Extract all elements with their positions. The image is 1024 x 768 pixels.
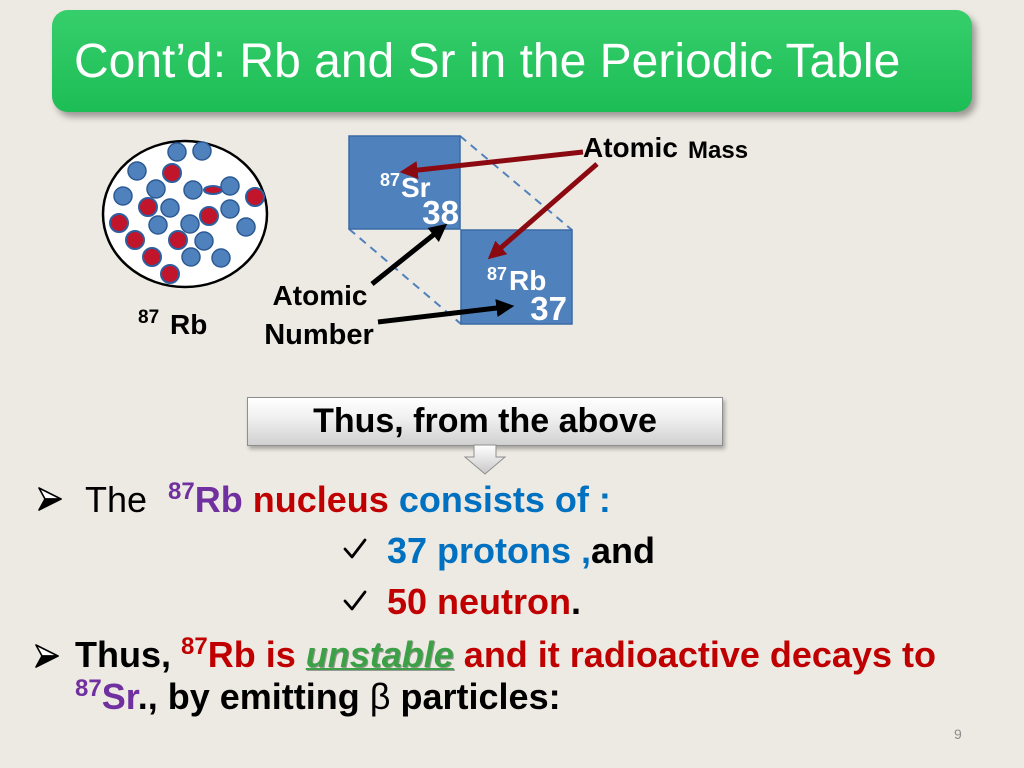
proton-ball bbox=[163, 164, 181, 182]
bullet-nucleus-composition bbox=[85, 479, 611, 526]
atomic-number-label-line2: Number bbox=[264, 319, 374, 351]
arrowhead-bullet-icon bbox=[35, 644, 59, 668]
neutron-ball bbox=[193, 142, 211, 160]
proton-ball bbox=[126, 231, 144, 249]
slide-title: Cont’d: Rb and Sr in the Periodic Table bbox=[74, 35, 901, 88]
sr-cell bbox=[349, 136, 460, 231]
proton-ball bbox=[143, 248, 161, 266]
rb-is-text: Rb is bbox=[207, 634, 296, 675]
thus-word: Thus, bbox=[75, 634, 171, 675]
check-icon bbox=[343, 589, 367, 613]
neutron-ball bbox=[195, 232, 213, 250]
neutron-ball bbox=[128, 162, 146, 180]
proton-ball bbox=[200, 207, 218, 225]
decay-description-text: and it radioactive decays to bbox=[463, 634, 936, 675]
summary-callout bbox=[247, 397, 723, 446]
sub-bullet-neutrons bbox=[387, 581, 581, 623]
summary-callout-text: Thus, from the above bbox=[313, 402, 657, 440]
atomic-mass-label bbox=[583, 132, 748, 164]
bullet-decay bbox=[75, 634, 936, 681]
sr-mass-number-superscript: 87 bbox=[75, 675, 102, 702]
sr-atomic-number: 38 bbox=[422, 194, 459, 231]
proton-ball bbox=[246, 188, 264, 206]
neutron-ball bbox=[221, 200, 239, 218]
neutron-ball bbox=[114, 187, 132, 205]
unstable-word: unstable bbox=[305, 634, 454, 675]
sr-symbol-text: Sr bbox=[101, 676, 138, 717]
rb-symbol: Rb bbox=[509, 265, 547, 296]
particles-text: particles: bbox=[400, 676, 561, 717]
protons-count-text: 37 protons , bbox=[387, 530, 592, 571]
bullet-decay-continuation bbox=[75, 676, 561, 723]
sr-mass-number: 87 bbox=[380, 170, 401, 190]
nucleus-mass-number: 87 bbox=[138, 307, 160, 328]
the-word: The bbox=[85, 479, 148, 520]
period-text: . bbox=[571, 581, 582, 622]
sub-bullet-protons bbox=[387, 530, 655, 572]
and-word: and bbox=[591, 530, 656, 571]
neutron-ball bbox=[149, 216, 167, 234]
proton-ball bbox=[161, 265, 179, 283]
neutron-ball bbox=[147, 180, 165, 198]
atomic-mass-label-word1: Atomic bbox=[583, 132, 678, 163]
atomic-mass-label-word2: Mass bbox=[688, 137, 749, 164]
check-icon bbox=[343, 537, 367, 561]
nucleus-outline bbox=[103, 141, 267, 287]
atomic-number-label-line1: Atomic bbox=[272, 280, 368, 311]
down-arrow-icon bbox=[463, 444, 507, 476]
neutrons-count-text: 50 neutron bbox=[387, 581, 572, 622]
neutron-ball bbox=[161, 199, 179, 217]
page-number: 9 bbox=[954, 726, 962, 742]
rb-atomic-number: 37 bbox=[530, 290, 567, 327]
neutron-ball bbox=[182, 248, 200, 266]
consists-of-text: consists of : bbox=[398, 479, 611, 520]
rb-mass-number: 87 bbox=[487, 264, 508, 284]
rb-mass-number-superscript: 87 bbox=[181, 633, 208, 660]
proton-ball bbox=[169, 231, 187, 249]
neutron-ball bbox=[237, 218, 255, 236]
atomic-number-label bbox=[264, 280, 374, 351]
rb-symbol-text: Rb bbox=[194, 479, 243, 520]
nucleus-symbol: Rb bbox=[170, 309, 208, 340]
nucleus-word: nucleus bbox=[252, 479, 389, 520]
nucleus bbox=[103, 141, 267, 287]
by-emitting-text: ., by emitting bbox=[137, 676, 360, 717]
proton-ball bbox=[110, 214, 128, 232]
neutron-ball bbox=[221, 177, 239, 195]
beta-symbol: β bbox=[369, 676, 391, 717]
sr-symbol: Sr bbox=[401, 172, 431, 203]
neutron-ball bbox=[168, 143, 186, 161]
projection-line-top bbox=[460, 136, 572, 230]
proton-ball bbox=[204, 186, 222, 194]
proton-ball bbox=[139, 198, 157, 216]
neutron-ball bbox=[184, 181, 202, 199]
arrowhead-bullet-icon bbox=[38, 487, 62, 511]
neutron-ball bbox=[212, 249, 230, 267]
rb-mass-number-superscript: 87 bbox=[168, 478, 195, 505]
neutron-ball bbox=[181, 215, 199, 233]
